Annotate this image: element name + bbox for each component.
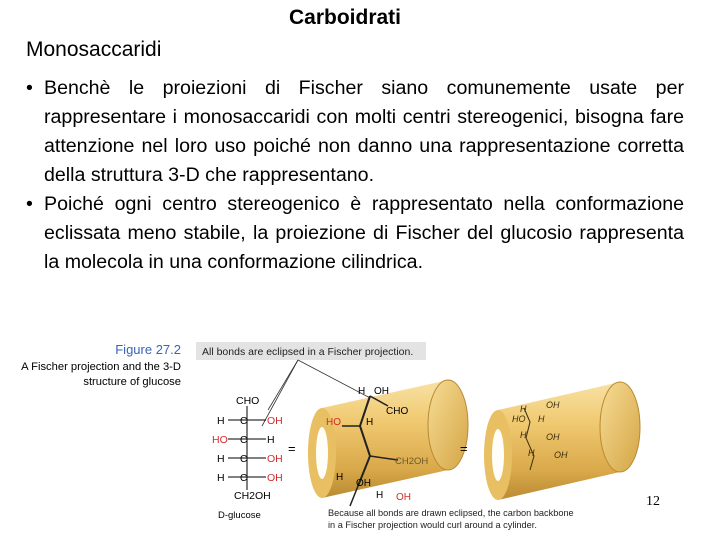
cyl1-cho: CHO	[386, 406, 409, 417]
equals-sign: =	[460, 441, 468, 456]
page-number: 12	[646, 494, 660, 509]
fischer-row-right: OH	[267, 453, 283, 465]
cyl1-oh-top: OH	[374, 386, 389, 397]
cyl2-label: H	[520, 404, 527, 414]
bullet-text: Poiché ogni centro stereogenico è rappresentato nella conformazione eclissata meno stabile, la proiezione di Fischer del glucosio rappresenta la molecola in una conformazione cilindrica.	[44, 193, 684, 273]
fischer-row-left: H	[217, 453, 225, 465]
bullet-list	[26, 74, 684, 277]
bottom-note-line1: Because all bonds are drawn eclipsed, the carbon backbone	[328, 508, 574, 518]
fischer-compound-name: D-glucose	[218, 510, 261, 521]
cyl1-h-top: H	[358, 386, 366, 397]
equals-sign: =	[288, 441, 296, 456]
fischer-row-left: HO	[212, 434, 228, 446]
cyl2-label: H	[538, 414, 545, 424]
fischer-row-right: OH	[267, 472, 283, 484]
fischer-row-left: H	[217, 472, 225, 484]
bullet-item	[26, 74, 684, 190]
slide-subtitle: Monosaccaridi	[26, 38, 162, 61]
cyl2-label: H	[528, 448, 535, 458]
cyl2-label: OH	[546, 400, 560, 410]
svg-text:C: C	[240, 473, 248, 484]
banner-text: All bonds are eclipsed in a Fischer projection.	[202, 346, 414, 358]
cyl2-label: HO	[512, 414, 526, 424]
fischer-row-right: H	[267, 434, 275, 446]
svg-text:C: C	[240, 435, 248, 446]
fischer-projection	[212, 395, 283, 521]
cyl1-h-low: H	[336, 472, 344, 483]
cyl2-label: H	[520, 430, 527, 440]
svg-text:C: C	[240, 416, 248, 427]
cyl1-ho: HO	[326, 417, 341, 428]
cyl1-h-bottom: H	[376, 490, 384, 501]
cyl1-oh-bottom: OH	[396, 492, 411, 503]
glucose-figure	[190, 338, 660, 536]
fischer-row-left: H	[217, 415, 225, 427]
svg-text:C: C	[240, 454, 248, 465]
bullet-icon: •	[26, 77, 33, 99]
cyl1-oh-low: OH	[356, 478, 371, 489]
fischer-bottom-group: CH2OH	[234, 490, 271, 502]
slide-title: Carboidrati	[288, 6, 401, 29]
figure-caption: A Fischer projection and the 3-D structure of glucose	[21, 361, 181, 388]
cylinder-3d-backbone	[308, 380, 468, 506]
cyl2-label: OH	[554, 450, 568, 460]
cylinder-eclipsed	[484, 382, 640, 500]
fischer-top-group: CHO	[236, 395, 260, 407]
cyl1-ch2oh: CH2OH	[395, 456, 429, 467]
bullet-item	[26, 190, 684, 277]
figure-label: Figure 27.2	[115, 342, 181, 357]
cyl1-h-mid: H	[366, 417, 374, 428]
fischer-row-right: OH	[267, 415, 283, 427]
bullet-text: Benchè le proiezioni di Fischer siano comunemente usate per rappresentare i monosaccaridi con molti centri stereogenici, bisogna fare attenzione nel loro uso poiché non danno una rappresentazione corretta della struttura 3-D che rappresentano.	[44, 77, 684, 186]
bullet-icon: •	[26, 193, 33, 215]
bottom-note-line2: in a Fischer projection would curl around a cylinder.	[328, 520, 537, 530]
cyl2-label: OH	[546, 432, 560, 442]
